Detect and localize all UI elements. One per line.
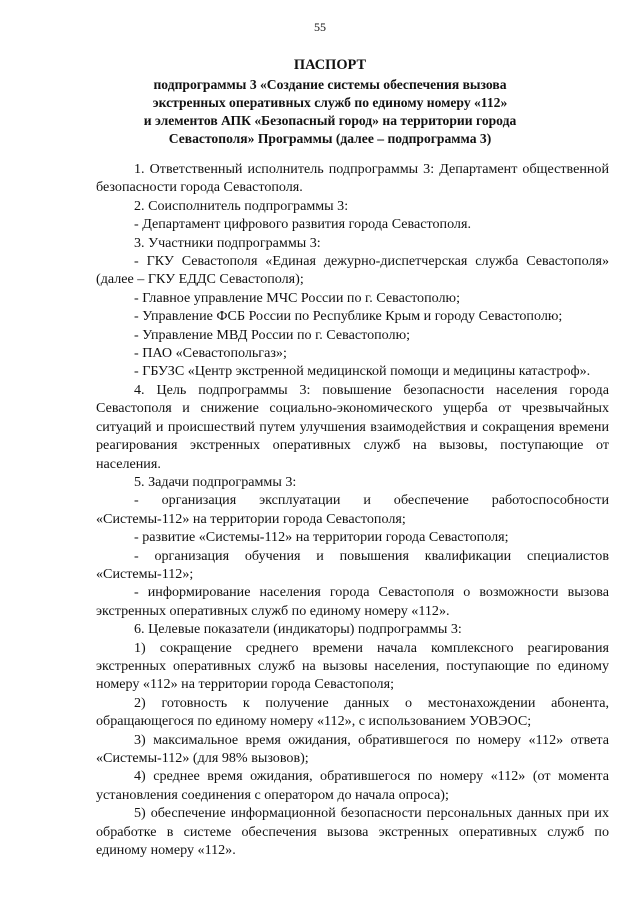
- heading-title: ПАСПОРТ: [293, 57, 367, 73]
- indicators-heading: 6. Целевые показатели (индикаторы) подпрограммы 3:: [134, 621, 462, 638]
- co-executor-heading: 2. Соисполнитель подпрограммы 3:: [134, 197, 349, 214]
- participant-item: - Управление МВД России по г. Севастополю;: [134, 326, 411, 343]
- heading-line: Севастополя» Программы (далее – подпрограмма 3): [168, 131, 492, 146]
- document-heading: [100, 56, 560, 148]
- participant-item: - ГКУ Севастополя «Единая дежурно-диспетчерская служба Севастополя» (далее – ГКУ ЕДДС Севастополя);: [96, 253, 609, 288]
- participant-item: - Главное управление МЧС России по г. Севастополю;: [134, 289, 460, 306]
- participant-item: - ГБУЗС «Центр экстренной медицинской помощи и медицины катастроф».: [134, 363, 591, 380]
- heading-line: экстренных оперативных служб по единому номеру «112»: [152, 95, 508, 110]
- task-item: - информирование населения города Севастополя о возможности вызова экстренных оперативных служб по единому номеру «112».: [96, 584, 609, 619]
- participant-item: - Управление ФСБ России по Республике Крым и городу Севастополю;: [134, 308, 563, 325]
- heading-line: и элементов АПК «Безопасный город» на территории города: [143, 113, 517, 128]
- indicator-item: 5) обеспечение информационной безопасности персональных данных при их обработке в системе обеспечения вызова экстренных оперативных служб по единому номеру «112».: [96, 805, 609, 859]
- participants-heading: 3. Участники подпрограммы 3:: [134, 234, 321, 251]
- goal-paragraph: 4. Цель подпрограммы 3: повышение безопасности населения города Севастополя и снижение социально-экономического ущерба от чрезвычайных ситуаций и происшествий путем улучшения взаимодействия и сокращения времени реагирования экстренных оперативных служб на вызовы, поступающие от населения.: [96, 381, 609, 472]
- indicator-item: 1) сокращение среднего времени начала комплексного реагирования экстренных оперативных служб на вызовы населения, поступающие по единому номеру «112» на территории города Севастополя;: [96, 639, 609, 693]
- tasks-heading: 5. Задачи подпрограммы 3:: [134, 473, 297, 490]
- document-body: [96, 160, 609, 859]
- indicator-item: 4) среднее время ожидания, обратившегося по номеру «112» (от момента установления соединения с оператором до начала опроса);: [96, 768, 609, 803]
- participant-item: - ПАО «Севастопольгаз»;: [134, 345, 287, 362]
- heading-line: подпрограммы 3 «Создание системы обеспечения вызова: [153, 77, 507, 92]
- page-number: 55: [314, 20, 326, 34]
- indicator-item: 3) максимальное время ожидания, обратившегося по номеру «112» ответа «Системы-112» (для 98% вызовов);: [96, 731, 609, 766]
- task-item: - развитие «Системы-112» на территории города Севастополя;: [134, 529, 509, 546]
- indicator-item: 2) готовность к получение данных о местонахождении абонента, обращающегося по единому номеру «112», с использованием УОВЭОС;: [96, 694, 609, 730]
- co-executor-item: - Департамент цифрового развития города Севастополя.: [134, 216, 471, 233]
- task-item: - организация обучения и повышения квалификации специалистов «Системы-112»;: [96, 547, 609, 582]
- task-item: - организация эксплуатации и обеспечение работоспособности «Системы-112» на территории города Севастополя;: [96, 492, 609, 527]
- responsible-executor-paragraph: 1. Ответственный исполнитель подпрограммы 3: Департамент общественной безопасности города Севастополя.: [96, 161, 609, 196]
